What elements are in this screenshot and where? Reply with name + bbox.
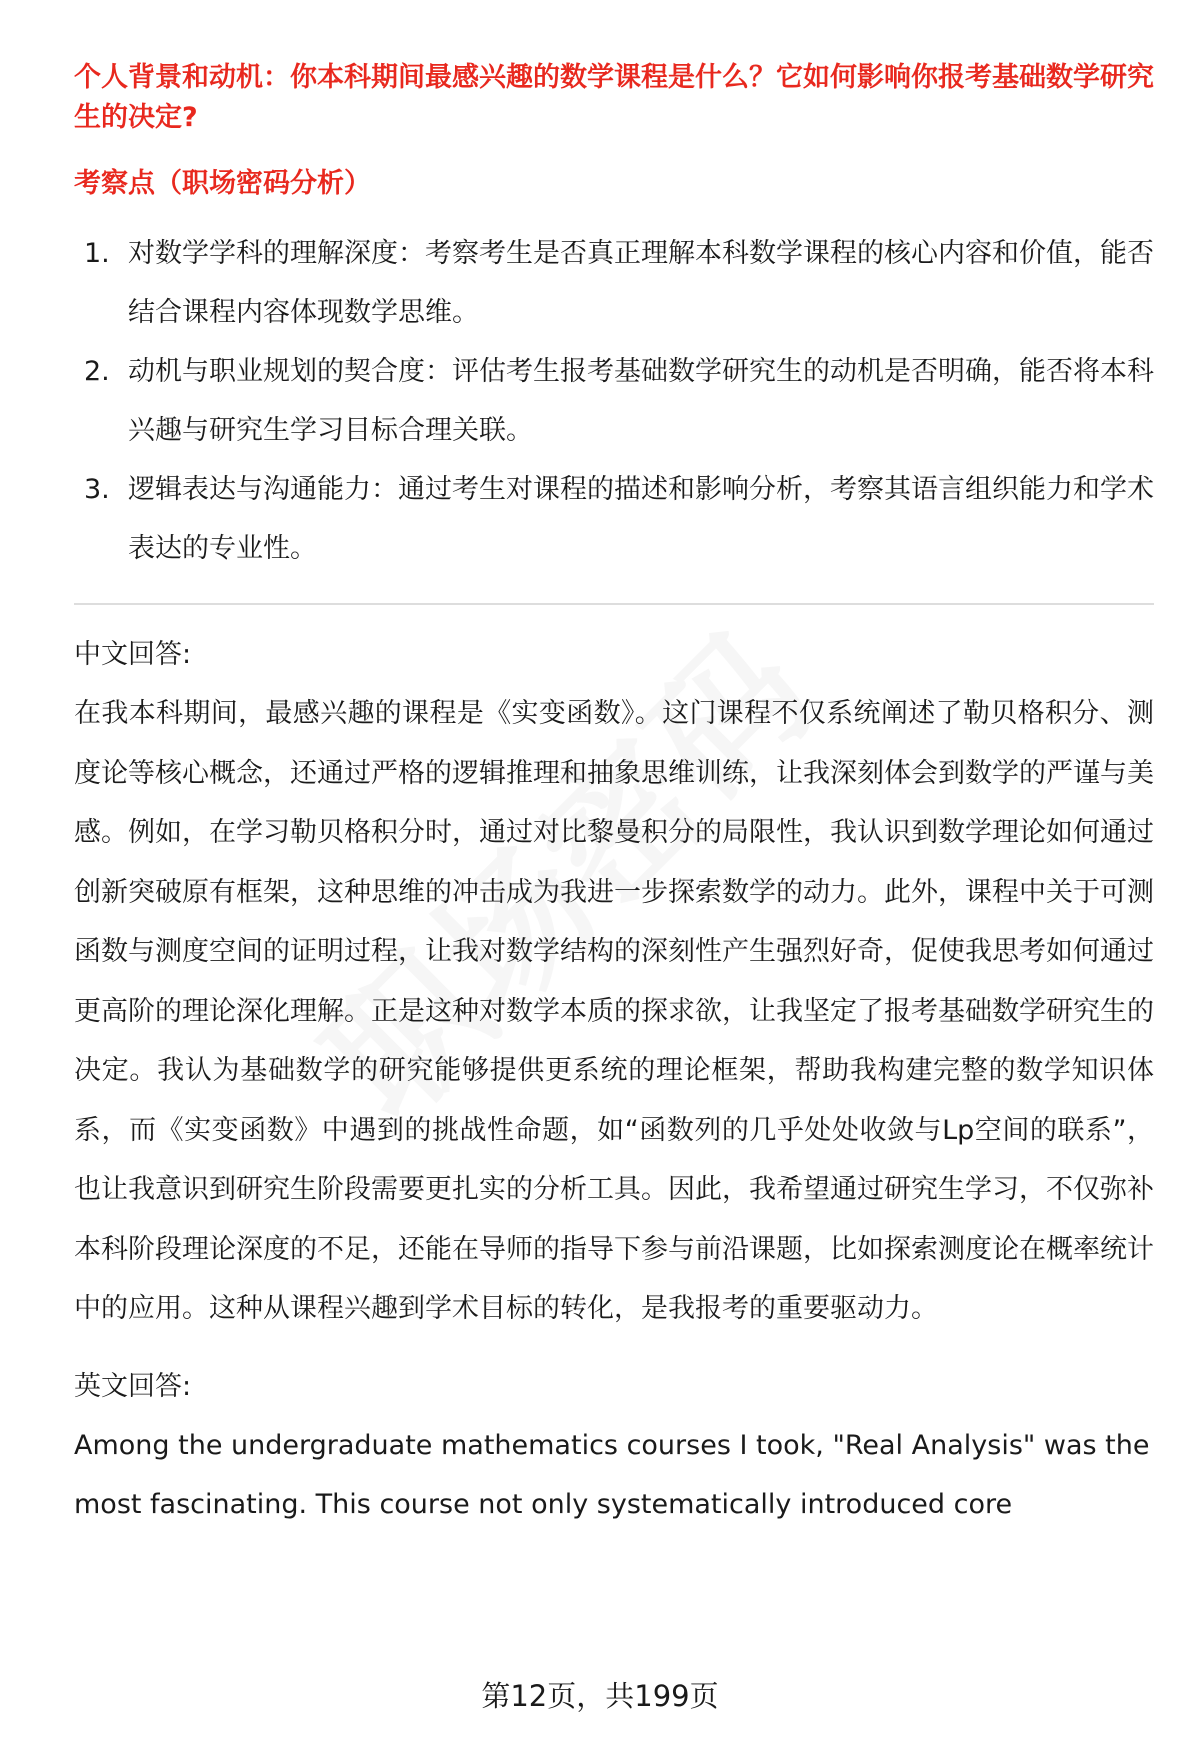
list-item-text: 对数学学科的理解深度：考察考生是否真正理解本科数学课程的核心内容和价值，能否结合课程内容体现数学思维。 bbox=[128, 238, 1154, 328]
question-heading: 个人背景和动机：你本科期间最感兴趣的数学课程是什么？它如何影响你报考基础数学研究生的决定? bbox=[74, 62, 1154, 133]
section-title: 考察点（职场密码分析） bbox=[74, 168, 371, 199]
list-item-number: 2. bbox=[84, 356, 110, 387]
list-item bbox=[74, 224, 1154, 342]
list-item-number: 1. bbox=[84, 238, 110, 269]
list-item-text: 动机与职业规划的契合度：评估考生报考基础数学研究生的动机是否明确，能否将本科兴趣与研究生学习目标合理关联。 bbox=[128, 356, 1154, 446]
chinese-answer-label: 中文回答: bbox=[74, 639, 192, 670]
assessment-points-list bbox=[74, 224, 1154, 578]
list-item bbox=[74, 460, 1154, 578]
english-answer-text: Among the undergraduate mathematics courses I took, "Real Analysis" was the most fascinating. This course not only systematically introduced core bbox=[74, 1429, 1150, 1520]
list-item bbox=[74, 342, 1154, 460]
document-page bbox=[74, 58, 1154, 1534]
divider bbox=[74, 603, 1154, 605]
list-item-text: 逻辑表达与沟通能力：通过考生对课程的描述和影响分析，考察其语言组织能力和学术表达的专业性。 bbox=[128, 474, 1154, 564]
page-number-footer: 第12页，共199页 bbox=[481, 1679, 719, 1713]
list-item-number: 3. bbox=[84, 474, 110, 505]
chinese-answer-text: 在我本科期间，最感兴趣的课程是《实变函数》。这门课程不仅系统阐述了勒贝格积分、测度论等核心概念，还通过严格的逻辑推理和抽象思维训练，让我深刻体会到数学的严谨与美感。例如，在学习勒贝格积分时，通过对比黎曼积分的局限性，我认识到数学理论如何通过创新突破原有框架，这种思维的冲击成为我进一步探索数学的动力。此外，课程中关于可测函数与测度空间的证明过程，让我对数学结构的深刻性产生强烈好奇，促使我思考如何通过更高阶的理论深化理解。正是这种对数学本质的探求欲，让我坚定了报考基础数学研究生的决定。我认为基础数学的研究能够提供更系统的理论框架，帮助我构建完整的数学知识体系，而《实变函数》中遇到的挑战性命题，如“函数列的几乎处处收敛与Lp空间的联系”，也让我意识到研究生阶段需要更扎实的分析工具。因此，我希望通过研究生学习，不仅弥补本科阶段理论深度的不足，还能在导师的指导下参与前沿课题，比如探索测度论在概率统计中的应用。这种从课程兴趣到学术目标的转化，是我报考的重要驱动力。 bbox=[74, 698, 1154, 1324]
english-answer-label: 英文回答: bbox=[74, 1370, 192, 1402]
